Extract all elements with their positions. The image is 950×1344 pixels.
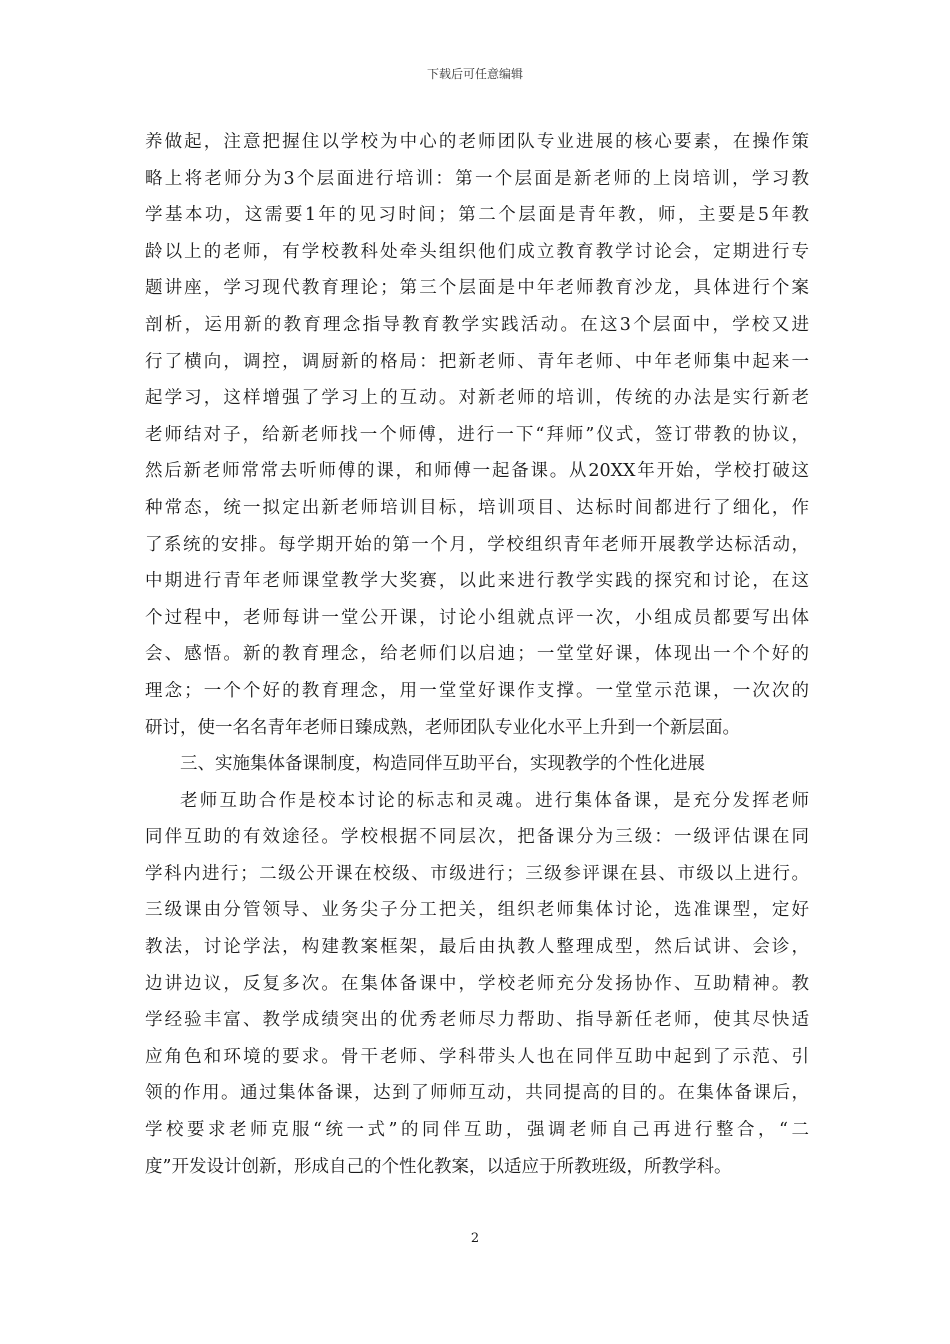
text-line: 养做起，注意把握住以学校为中心的老师团队专业进展的核心要素，在操作策 [145, 132, 809, 152]
paragraph-collective-lesson-prep [145, 783, 809, 1186]
text-line: 研讨，使一名名青年老师日臻成熟，老师团队专业化水平上升到一个新层面。 [145, 717, 740, 738]
text-line: 了系统的安排。每学期开始的第一个月，学校组织青年老师开展教学达标活动， [145, 534, 809, 555]
text-line: 学基本功，这需要1年的见习时间；第二个层面是青年教，师，主要是5年教 [145, 205, 809, 226]
text-line: 剖析，运用新的教育理念指导教育教学实践活动。在这3个层面中，学校又进 [145, 314, 809, 335]
text-line: 教法，讨论学法，构建教案框架，最后由执教人整理成型，然后试讲、会诊， [145, 937, 809, 958]
text-line: 理念；一个个好的教育理念，用一堂堂好课作支撑。一堂堂示范课，一次次的 [145, 680, 809, 701]
text-line: 学经验丰富、教学成绩突出的优秀老师尽力帮助、指导新任老师，使其尽快适 [145, 1010, 809, 1031]
text-line: 老师结对子，给新老师找一个师傅，进行一下“拜师”仪式，签订带教的协议， [145, 424, 809, 445]
document-body [145, 124, 809, 1185]
section-heading: 三、实施集体备课制度，构造同伴互助平台，实现教学的个性化进展 [180, 754, 705, 775]
text-line: 起学习，这样增强了学习上的互动。对新老师的培训，传统的办法是实行新老 [145, 388, 809, 409]
text-line: 同伴互助的有效途径。学校根据不同层次，把备课分为三级：一级评估课在同 [145, 827, 809, 848]
text-line: 题讲座，学习现代教育理论；第三个层面是中年老师教育沙龙，具体进行个案 [145, 278, 809, 299]
text-line: 边讲边议，反复多次。在集体备课中，学校老师充分发扬协作、互助精神。教 [145, 973, 809, 994]
text-line: 学校要求老师克服“统一式”的同伴互助，强调老师自己再进行整合，“二 [145, 1120, 809, 1141]
text-line: 中期进行青年老师课堂教学大奖赛，以此来进行教学实践的探究和讨论，在这 [145, 571, 809, 592]
page-header: 下载后可任意编辑 [426, 67, 523, 81]
page-number: 2 [470, 1231, 480, 1246]
text-line: 会、感悟。新的教育理念，给老师们以启迪；一堂堂好课，体现出一个个好的 [145, 644, 809, 665]
text-line: 老师互助合作是校本讨论的标志和灵魂。进行集体备课，是充分发挥老师 [180, 790, 809, 811]
text-line: 行了横向，调控，调厨新的格局：把新老师、青年老师、中年老师集中起来一 [145, 351, 809, 372]
text-line: 然后新老师常常去听师傅的课，和师傅一起备课。从20XX年开始，学校打破这 [145, 461, 809, 482]
text-line: 种常态，统一拟定出新老师培训目标，培训项目、达标时间都进行了细化，作 [145, 497, 809, 518]
text-line: 略上将老师分为3个层面进行培训：第一个层面是新老师的上岗培训，学习教 [145, 168, 809, 189]
text-line: 学科内进行；二级公开课在校级、市级进行；三级参评课在县、市级以上进行。 [145, 863, 809, 884]
text-line: 三级课由分管领导、业务尖子分工把关，组织老师集体讨论，选准课型，定好 [145, 900, 809, 921]
text-line: 领的作用。通过集体备课，达到了师师互动，共同提高的目的。在集体备课后， [145, 1083, 809, 1104]
text-line: 应角色和环境的要求。骨干老师、学科带头人也在同伴互助中起到了示范、引 [145, 1046, 809, 1067]
paragraph-teacher-training [145, 124, 809, 746]
text-line: 龄以上的老师，有学校教科处牵头组织他们成立教育教学讨论会，定期进行专 [145, 241, 809, 262]
text-line: 度”开发设计创新，形成自己的个性化教案，以适应于所教班级，所教学科。 [145, 1156, 732, 1177]
text-line: 个过程中，老师每讲一堂公开课，讨论小组就点评一次，小组成员都要写出体 [145, 607, 809, 628]
